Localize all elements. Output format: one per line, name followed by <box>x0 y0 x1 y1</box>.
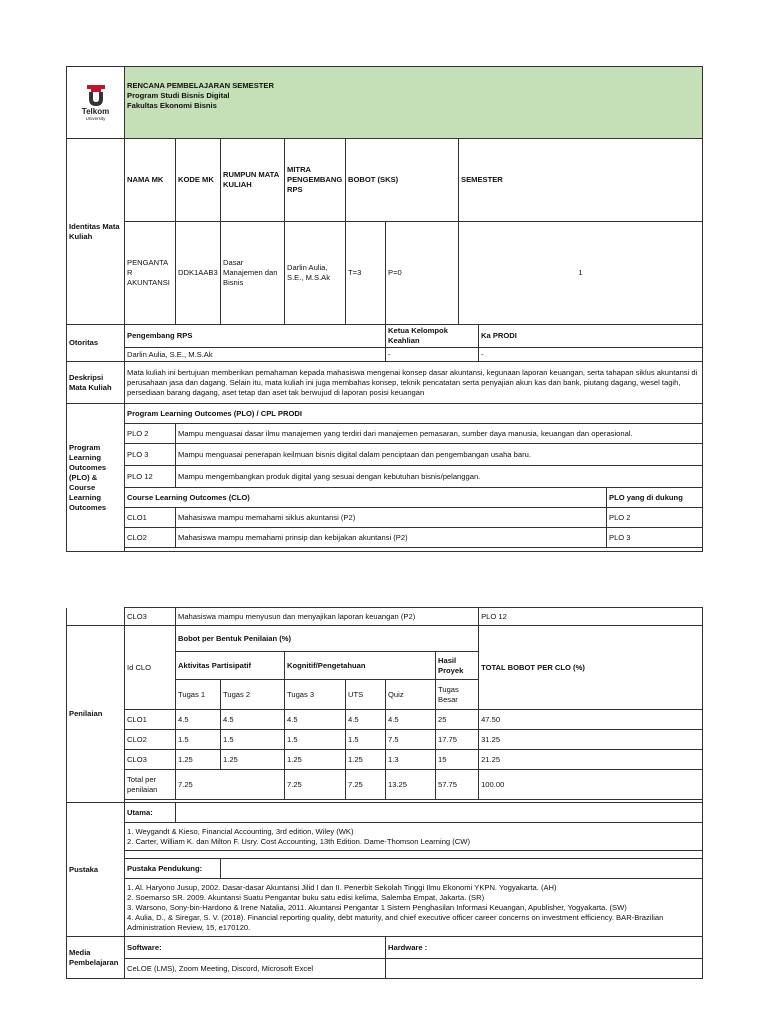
rumpun-mk: Dasar Manajemen dan Bisnis <box>221 222 285 325</box>
header-bobot-penilaian: Bobot per Bentuk Penilaian (%) <box>176 626 479 652</box>
total-aktivitas: 7.25 <box>176 770 285 800</box>
penilaian-uts: 1.25 <box>346 750 386 770</box>
penilaian-quiz: 4.5 <box>386 710 436 730</box>
header-total-bobot: TOTAL BOBOT PER CLO (%) <box>479 626 703 710</box>
header-kognitif: Kognitif/Pengetahuan <box>285 652 436 680</box>
telkom-logo <box>69 85 122 121</box>
header-tugas-3: Tugas 3 <box>285 680 346 710</box>
header-tugas-besar: Tugas Besar <box>436 680 479 710</box>
header-kaprodi: Ka PRODI <box>479 325 703 348</box>
header-hasil-proyek: Hasil Proyek <box>436 652 479 680</box>
pustaka-pendukung-label: Pustaka Pendukung: <box>125 859 221 879</box>
penilaian-tugas-3: 4.5 <box>285 710 346 730</box>
plo-code: PLO 12 <box>125 466 176 488</box>
bobot-p: P=0 <box>386 222 459 325</box>
mitra-pengembang: Darlin Aulia, S.E., M.S.Ak <box>285 222 346 325</box>
pustaka-item: 1. Al. Haryono Jusup, 2002. Dasar-dasar Akuntansi Jilid I dan II. Penerbit Sekolah Tinggi Ilmu Ekonomi YKPN. Yogyakarta. (AH) <box>127 882 557 892</box>
header-quiz: Quiz <box>386 680 436 710</box>
fakultas: Fakultas Ekonomi Bisnis <box>127 101 217 110</box>
clo-code: CLO3 <box>125 608 176 626</box>
penilaian-total: 47.50 <box>479 710 703 730</box>
clo-header: Course Learning Outcomes (CLO) <box>125 488 607 508</box>
header-tugas-2: Tugas 2 <box>221 680 285 710</box>
penilaian-uts: 1.5 <box>346 730 386 750</box>
pustaka-utama-list <box>125 823 703 851</box>
penilaian-total: 31.25 <box>479 730 703 750</box>
otoritas-label: Otoritas <box>67 325 125 362</box>
header-bobot: BOBOT (SKS) <box>346 139 459 222</box>
penilaian-tugas-1: 1.5 <box>176 730 221 750</box>
software-value: CeLOE (LMS), Zoom Meeting, Discord, Microsoft Excel <box>125 959 386 979</box>
pustaka-pendukung-empty <box>221 859 703 879</box>
pustaka-label: Pustaka <box>67 803 125 937</box>
logo-name: Telkom <box>81 106 110 116</box>
rps-table-page-1 <box>66 66 703 552</box>
total-tugas-besar: 57.75 <box>436 770 479 800</box>
penilaian-label: Penilaian <box>67 626 125 803</box>
kode-mk: DDK1AAB3 <box>176 222 221 325</box>
header-mitra: MITRA PENGEMBANG RPS <box>285 139 346 222</box>
clo-code: CLO1 <box>125 508 176 528</box>
rps-header <box>125 67 703 139</box>
doc-title: RENCANA PEMBELAJARAN SEMESTER <box>127 81 274 90</box>
rps-table-page-2 <box>66 607 703 979</box>
telkom-university-logo-icon <box>87 85 105 107</box>
semester-value: 1 <box>459 222 703 325</box>
logo-sub: University <box>85 115 106 121</box>
pustaka-spacer <box>125 851 703 859</box>
total-quiz: 13.25 <box>386 770 436 800</box>
plo-label: Program Learning Outcomes (PLO) & Course Learning Outcomes <box>67 404 125 552</box>
header-rumpun: RUMPUN MATA KULIAH <box>221 139 285 222</box>
plo-code: PLO 2 <box>125 424 176 444</box>
plo-text: Mampu menguasai dasar ilmu manajemen yang terdiri dari manajemen pemasaran, sumber daya manusia, keuangan dan operasional. <box>176 424 703 444</box>
ketua-kk-value: - <box>386 348 479 362</box>
pustaka-utama-empty <box>176 803 703 823</box>
header-aktivitas: Aktivitas Partisipatif <box>176 652 285 680</box>
total-per-penilaian-label: Total per penilaian <box>125 770 176 800</box>
clo-text: Mahasiswa mampu memahami siklus akuntansi (P2) <box>176 508 607 528</box>
clo-plo: PLO 3 <box>607 528 703 548</box>
penilaian-quiz: 7.5 <box>386 730 436 750</box>
clo-text: Mahasiswa mampu menyusun dan menyajikan laporan keuangan (P2) <box>176 608 479 626</box>
kaprodi-value: - <box>479 348 703 362</box>
pustaka-pendukung-list <box>125 879 703 937</box>
header-ketua-kk: Ketua Kelompok Keahlian <box>386 325 479 348</box>
penilaian-clo: CLO2 <box>125 730 176 750</box>
hardware-label: Hardware : <box>386 937 703 959</box>
clo-code: CLO2 <box>125 528 176 548</box>
plo-header: Program Learning Outcomes (PLO) / CPL PRODI <box>125 404 703 424</box>
penilaian-tugas-1: 1.25 <box>176 750 221 770</box>
penilaian-quiz: 1.3 <box>386 750 436 770</box>
deskripsi-label: Deskripsi Mata Kuliah <box>67 362 125 404</box>
total-bobot: 100.00 <box>479 770 703 800</box>
plo-code: PLO 3 <box>125 444 176 466</box>
plo-text: Mampu mengembangkan produk digital yang sesuai dengan kebutuhan bisnis/pelanggan. <box>176 466 703 488</box>
clo-text: Mahasiswa mampu memahami prinsip dan kebijakan akuntansi (P2) <box>176 528 607 548</box>
penilaian-total: 21.25 <box>479 750 703 770</box>
header-tugas-1: Tugas 1 <box>176 680 221 710</box>
penilaian-tugas-2: 1.25 <box>221 750 285 770</box>
penilaian-tugas-1: 4.5 <box>176 710 221 730</box>
header-kode-mk: KODE MK <box>176 139 221 222</box>
deskripsi-text: Mata kuliah ini bertujuan memberikan pemahaman kepada mahasiswa mengenai konsep dasar akuntansi, kegunaan laporan keuangan, serta tahapan siklus akuntansi di perusahaan jasa dan dagang. Selain itu, mata kuliah ini juga membahas konsep, teknik pencatatan serta penyajian akun kas dan bank, piutang dagang, wesel tagih, persediaan barang dagang, aset tetap dan aset tak berwujud di laporan posisi keuangan <box>125 362 703 404</box>
hardware-value <box>386 959 703 979</box>
clo-plo: PLO 12 <box>479 608 703 626</box>
plo-text: Mampu menguasai penerapan keilmuan bisnis digital dalam penciptaan dan pengembangan usaha baru. <box>176 444 703 466</box>
clo-plo: PLO 2 <box>607 508 703 528</box>
penilaian-clo: CLO1 <box>125 710 176 730</box>
logo-cell <box>67 67 125 139</box>
header-id-clo: Id CLO <box>125 626 176 710</box>
pengembang-value: Darlin Aulia, S.E., M.S.Ak <box>125 348 386 362</box>
plo-label-continued <box>67 608 125 626</box>
header-uts: UTS <box>346 680 386 710</box>
pustaka-item: 1. Weygandt & Kieso, Financial Accounting, 3rd edition, Wiley (WK) <box>127 826 354 836</box>
penilaian-tugas-besar: 25 <box>436 710 479 730</box>
header-pengembang: Pengembang RPS <box>125 325 386 348</box>
bobot-t: T=3 <box>346 222 386 325</box>
penilaian-tugas-3: 1.25 <box>285 750 346 770</box>
pustaka-item: 2. Carter, William K. dan Milton F. Usry. Cost Accounting, 13th Edition. Dame-Thomson Learning (CW) <box>127 836 470 846</box>
program-studi: Program Studi Bisnis Digital <box>127 91 230 100</box>
software-label: Software: <box>125 937 386 959</box>
header-semester: SEMESTER <box>459 139 703 222</box>
pustaka-utama-label: Utama: <box>125 803 176 823</box>
clo-spacer <box>125 548 703 552</box>
pustaka-item: 4. Aulia, D., & Siregar, S. V. (2018). Financial reporting quality, debt maturity, and chief executive officer career concerns on investment efficiency. BAR-Brazilian Administration Review, 15, e170120. <box>127 912 664 932</box>
penilaian-tugas-besar: 17.75 <box>436 730 479 750</box>
clo-plo-header: PLO yang di dukung <box>607 488 703 508</box>
header-nama-mk: NAMA MK <box>125 139 176 222</box>
total-uts: 7.25 <box>346 770 386 800</box>
total-tugas-3: 7.25 <box>285 770 346 800</box>
penilaian-tugas-3: 1.5 <box>285 730 346 750</box>
penilaian-tugas-2: 1.5 <box>221 730 285 750</box>
nama-mk: PENGANTAR AKUNTANSI <box>125 222 176 325</box>
penilaian-clo: CLO3 <box>125 750 176 770</box>
penilaian-tugas-2: 4.5 <box>221 710 285 730</box>
pustaka-item: 2. Soemarso SR. 2009. Akuntansi Suatu Pengantar buku satu edisi kelima, Salemba Empat, Jakarta. (SR) <box>127 892 485 902</box>
penilaian-tugas-besar: 15 <box>436 750 479 770</box>
media-label: Media Pembelajaran <box>67 937 125 979</box>
pustaka-item: 3. Warsono, Sony-bin-Hardono & Irene Natalia, 2011. Akuntansi Pengantar 1 Sistem Penghasilan Informasi Keuangan, Apublisher, Yogyakarta. (SW) <box>127 902 627 912</box>
penilaian-uts: 4.5 <box>346 710 386 730</box>
identitas-label: Identitas Mata Kuliah <box>67 139 125 325</box>
